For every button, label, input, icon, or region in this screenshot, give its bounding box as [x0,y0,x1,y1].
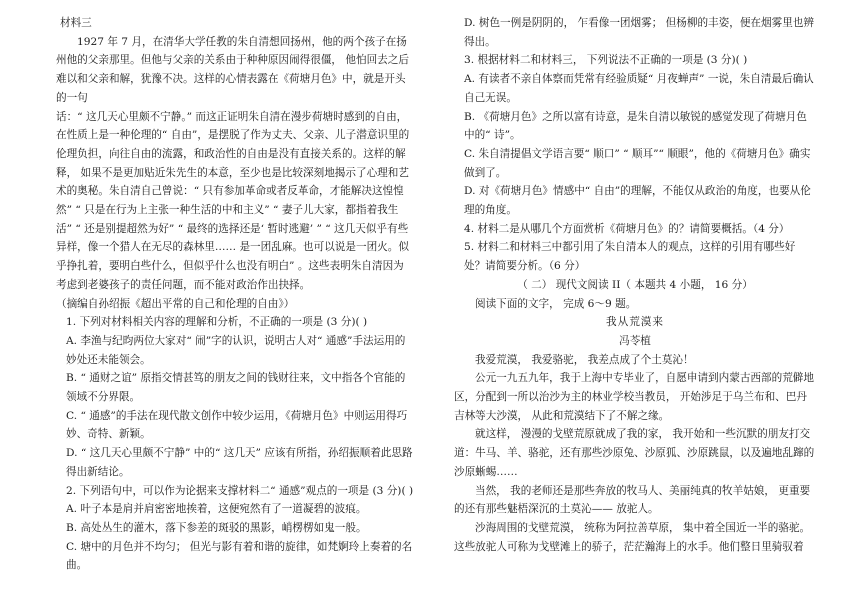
question-3-option-a: A. 有读者不亲自体察而凭常有经验质疑“ 月夜蝉声” 一说，朱自清最后确认自己无误。 [464,73,814,104]
question-2-option-d: D. 树色一例是阴阴的， 乍看像一团烟雾； 但杨柳的丰姿，便在烟雾里也辨得出。 [464,17,814,48]
material-source: （摘编自孙绍振《超出平常的自己和伦理的自由》） [56,297,295,310]
question-3-option-c: C. 朱自清提倡文学语言要“ 顺口” “ 顺耳”“ 顺眼”，他的《荷塘月色》确实做到了。 [464,147,811,179]
article-paragraph-3: 就这样， 漫漫的戈壁荒原就成了我的家， 我开始和一些沉默的朋友打交道：牛马、羊、骆驼，还有那些沙原兔、沙原狐、沙原跳鼠，以及遍地乱蹿的沙原蜥蜴…… [454,428,815,478]
article-paragraph-4: 当然， 我的老师还是那些奔放的牧马人、美丽纯真的牧羊姑娘， 更重要的还有那些魅梧深沉的土莫沁—— 放驼人。 [454,484,811,516]
section-two-header: （ 二） 现代文阅读 II（ 本题共 4 小题， 16 分） [517,278,753,291]
material-paragraph-1: 1927 年 7 月，在清华大学任教的朱自清想回扬州，他的两个孩子在扬州他的父亲那里。但他与父亲的关系由于种种原因闹得很僵， 他怕回去之后难以和父亲和解，犹豫不决。这样的心情表露在《荷塘月色》中，就是开头的一句 [56,35,409,104]
article-paragraph-5: 沙海周围的戈壁荒漠， 统称为阿拉善草原， 集中着全国近一半的骆驼。这些放驼人可称为戈壁滩上的骄子，茫茫瀚海上的水手。他们整日里骑驭着 [454,521,811,553]
question-1-stem: 1. 下列对材料相关内容的理解和分析，不正确的一项是 (3 分)( ) [66,316,368,329]
question-3-stem: 3. 根据材料二和材料三， 下列说法不正确的一项是 (3 分)( ) [464,54,748,67]
question-3-option-d: D. 对《荷塘月色》情感中“ 自由”的理解，不能仅从政治的角度，也要从伦理的角度。 [464,185,811,217]
material-paragraph-2: 话：“ 这几天心里颇不宁静。” 而这正证明朱自清在漫步荷塘时感到的自由，在性质上是一种伦理的“ 自由”，是摆脱了作为丈夫、父亲、儿子潜意识里的伦理负担，向往自由的流露，和政治性的自由是没有直接关系的。这样的解释， 如果不是更加贴近朱先生的本意，至少也是比较深刻地揭示了心理和艺术的奥秘。朱自清自己曾说：“ 只有参加革命或者反革命，才能解决这惶惶然” “ 只是在行为上主张一种生活的中和主义” “ 妻子儿大家，都指着我生活” “ 还是别提超然为好” “ 最终的选择还是‘ 暂时逃避’ ” “ 这几天似乎有些异样，像一个猎人在无尽的森林里…… 是一团乱麻。也可以说是一团火。似乎挣扎着，要明白些什么，但似乎什么也没有明白” 。这些表明朱自清因为考虑到老婆孩子的责任问题，而不能对政治作出抉择。 [56,110,410,291]
question-3-option-b: B. 《荷塘月色》之所以富有诗意，是朱自清以敏锐的感觉发现了荷塘月色中的“ 诗”。 [464,110,807,142]
article-paragraph-2: 公元一九五九年，我于上海中专毕业了，自愿申请到内蒙古西部的荒僻地区，分配到一所以治沙为主的林业学校当教员， 开始涉足于乌兰布和、巴丹吉林等大沙漠， 从此和荒漠结下了不解之缘。 [454,372,814,422]
question-2-stem: 2. 下列语句中，可以作为论据来支撑材料二“ 通感”观点的一项是 (3 分)( ) A. 叶子本是肩并肩密密地挨着，这便宛然有了一道凝碧的波痕。 [66,484,414,516]
left-column [56,14,414,575]
right-column [454,14,816,556]
question-2-option-c: C. 塘中的月色并不均匀； 但光与影有着和谐的旋律，如梵婀玲上奏着的名曲。 [66,540,413,572]
question-1-option-b: B. “ 通财之谊” 原指交情甚笃的朋友之间的钱财往来，文中指各个官能的领域不分界限。 [66,372,406,404]
article-title: 我从荒漠来 [606,316,664,329]
question-1-option-a: A. 李渔与纪昀两位大家对“ 闹”字的认识，说明古人对“ 通感”手法运用的妙处还未能领会。 [66,334,406,366]
question-1-option-c: C. “ 通感”的手法在现代散文创作中较少运用，《荷塘月色》中则运用得巧妙、奇特、新颖。 [66,409,408,441]
question-2-option-b: B. 高处丛生的灌木，落下参差的斑驳的黑影，峭楞楞如鬼一般。 [66,521,367,534]
material-three-label: 材料三 [60,17,92,29]
question-4: 4. 材料二是从哪几个方面赏析《荷塘月色》的？请简要概括。（4 分） [464,222,790,235]
question-1-option-d: D. “ 这几天心里颇不宁静” 中的“ 这几天” 应该有所指，孙绍振顺着此思路得出新结论。 [66,447,413,478]
question-5: 5. 材料二和材料三中都引用了朱自清本人的观点，这样的引用有哪些好处？请简要分析。（6 分） [464,241,796,273]
article-author: 冯苓植 [619,334,651,347]
article-paragraph-1: 我爱荒漠， 我爱骆驼， 我差点成了个土莫沁！ [475,353,694,366]
section-two-instructions: 阅读下面的文字， 完成 6～9 题。 [475,297,637,310]
